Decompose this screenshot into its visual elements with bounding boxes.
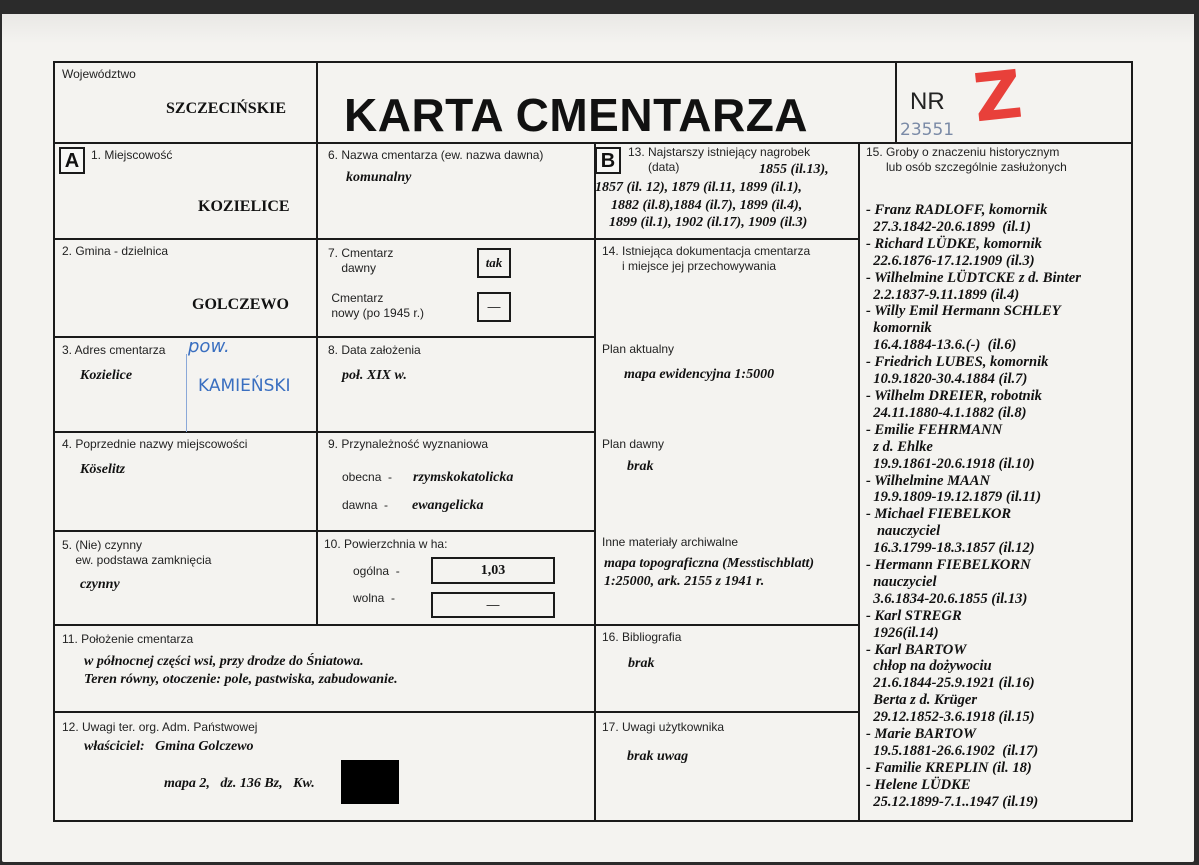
header-divider: [53, 142, 1133, 144]
historic-grave-line: - Emilie FEHRMANN: [866, 421, 1003, 438]
plan-old-label: Plan dawny: [602, 437, 665, 451]
nr-label: NR: [910, 88, 945, 115]
former-names-value: Köselitz: [80, 462, 126, 477]
oldest-grave-line-4: 1899 (il.1), 1902 (il.17), 1909 (il.3): [609, 215, 808, 230]
historic-grave-line: 2.2.1837-9.11.1899 (il.4): [866, 286, 1020, 303]
historic-grave-line: - Wilhelmine LÜDTCKE z d. Binter: [866, 269, 1081, 286]
documentation-label: 14. Istniejąca dokumentacja cmentarza i miejsce jej przechowywania: [602, 244, 811, 273]
area-label: 10. Powierzchnia w ha:: [324, 537, 448, 551]
historic-grave-line: - Karl BARTOW: [866, 641, 967, 658]
historic-grave-line: - Marie BARTOW: [866, 726, 977, 743]
card-title: KARTA CMENTARZA: [344, 89, 809, 141]
area-total-box: [431, 557, 555, 584]
area-free-label: wolna -: [353, 591, 396, 605]
denomination-former-value: ewangelicka: [412, 498, 484, 513]
header-col1: [316, 61, 318, 144]
historic-grave-line: 16.4.1884-13.6.(-) (il.6): [866, 337, 1017, 354]
cemetery-old-box: [477, 248, 511, 278]
area-total-label: ogólna -: [353, 564, 400, 578]
historic-grave-line: 21.6.1844-25.9.1921 (il.16): [866, 675, 1035, 692]
historic-grave-line: 19.9.1809-19.12.1879 (il.11): [866, 489, 1042, 506]
address-value: Kozielice: [80, 368, 133, 383]
admin-notes-line-1: właściciel: Gmina Golczewo: [84, 739, 254, 754]
voivodeship-value: SZCZECIŃSKIE: [166, 100, 287, 117]
nr-handwritten: 23551: [900, 120, 955, 140]
area-free-value: —: [486, 597, 500, 612]
address-divider: [186, 354, 187, 432]
denomination-current-label: obecna -: [342, 470, 393, 484]
col-graves: [858, 142, 860, 822]
locality-label: 1. Miejscowość: [91, 148, 173, 162]
historic-grave-line: 3.6.1834-20.6.1855 (il.13): [866, 590, 1028, 607]
header-col2: [895, 61, 897, 144]
historic-grave-line: - Helene LÜDKE: [866, 776, 971, 793]
oldest-grave-label: 13. Najstarszy istniejący nagrobek (data): [628, 145, 811, 174]
frame-left: [53, 61, 55, 822]
plan-current-label: Plan aktualny: [602, 342, 675, 356]
cemetery-name-label: 6. Nazwa cmentarza (ew. nazwa dawna): [328, 148, 544, 162]
location-line-2: Teren równy, otoczenie: pole, pastwiska, zabudowanie.: [84, 672, 398, 687]
location-label: 11. Położenie cmentarza: [62, 632, 194, 646]
historic-grave-line: - Karl STREGR: [866, 607, 962, 624]
section-b-marker: B: [595, 147, 621, 174]
location-line-1: w północnej części wsi, przy drodze do Śniatowa.: [84, 654, 364, 669]
active-status-value: czynny: [80, 577, 120, 592]
oldest-grave-line-1: 1855 (il.13),: [759, 162, 829, 177]
commune-label: 2. Gmina - dzielnica: [62, 244, 169, 258]
row-2: [53, 336, 596, 338]
area-free-box: [431, 592, 555, 618]
nr-red-mark: Z: [970, 55, 1026, 138]
plan-current-value: mapa ewidencyjna 1:5000: [624, 367, 775, 382]
denomination-former-label: dawna -: [342, 498, 389, 512]
historic-grave-line: z d. Ehlke: [866, 438, 933, 455]
commune-value: GOLCZEWO: [192, 296, 289, 313]
historic-grave-line: 10.9.1820-30.4.1884 (il.7): [866, 371, 1028, 388]
historic-grave-line: 27.3.1842-20.6.1899 (il.1): [866, 218, 1031, 235]
cemetery-record-card: [2, 14, 1194, 862]
voivodeship-label: Województwo: [62, 67, 136, 81]
cemetery-old-label: 7. Cmentarz dawny: [328, 246, 394, 275]
cemetery-name-value: komunalny: [346, 170, 412, 185]
row-b2: [594, 624, 860, 626]
archive-label: Inne materiały archiwalne: [602, 535, 739, 549]
historic-graves-list: [866, 202, 1186, 811]
historic-grave-line: - Michael FIEBELKOR: [866, 506, 1012, 523]
historic-grave-line: - Wilhelmine MAAN: [866, 472, 991, 489]
col-b-left: [594, 142, 596, 822]
user-notes-label: 17. Uwagi użytkownika: [602, 720, 725, 734]
historic-grave-line: - Richard LÜDKE, komornik: [866, 235, 1042, 252]
locality-value: KOZIELICE: [198, 198, 290, 215]
historic-grave-line: nauczyciel: [866, 573, 937, 590]
founded-value: poł. XIX w.: [342, 368, 407, 383]
col-a-b: [316, 142, 318, 625]
bibliography-value: brak: [628, 656, 655, 671]
founded-label: 8. Data założenia: [328, 343, 421, 357]
row-3: [53, 431, 596, 433]
former-names-label: 4. Poprzednie nazwy miejscowości: [62, 437, 248, 451]
row-4: [53, 530, 596, 532]
historic-graves-label: 15. Groby o znaczeniu historycznym lub osób szczególnie zasłużonych: [866, 145, 1067, 174]
historic-grave-line: 29.12.1852-3.6.1918 (il.15): [866, 709, 1035, 726]
address-handwritten-name: KAMIEŃSKI: [198, 376, 291, 396]
historic-grave-line: - Hermann FIEBELKORN: [866, 557, 1031, 574]
frame-bottom: [53, 820, 1133, 822]
historic-grave-line: - Franz RADLOFF, komornik: [866, 202, 1048, 218]
denomination-current-value: rzymskokatolicka: [413, 470, 514, 485]
historic-grave-line: - Wilhelm DREIER, robotnik: [866, 387, 1042, 404]
historic-grave-line: chłop na dożywociu: [866, 658, 992, 675]
historic-grave-line: 19.9.1861-20.6.1918 (il.10): [866, 455, 1035, 472]
row-1: [53, 238, 596, 240]
historic-grave-line: 1926(il.14): [866, 624, 939, 641]
section-a-marker: A: [59, 147, 85, 174]
historic-grave-line: 19.5.1881-26.6.1902 (il.17): [866, 743, 1039, 759]
admin-notes-line-2: mapa 2, dz. 136 Bz, Kw.: [164, 776, 315, 791]
oldest-grave-line-2: 1857 (il. 12), 1879 (il.11, 1899 (il.1),: [595, 180, 802, 195]
cemetery-new-value: —: [487, 299, 501, 314]
cemetery-old-value: tak: [485, 255, 503, 270]
historic-grave-line: - Familie KREPLIN (il. 18): [866, 759, 1032, 776]
admin-notes-label: 12. Uwagi ter. org. Adm. Państwowej: [62, 720, 258, 734]
historic-grave-line: 24.11.1880-4.1.1882 (il.8): [866, 404, 1027, 421]
denomination-label: 9. Przynależność wyznaniowa: [328, 437, 489, 451]
historic-grave-line: - Friedrich LUBES, komornik: [866, 354, 1049, 371]
historic-grave-line: komornik: [866, 320, 932, 337]
cemetery-new-box: [477, 292, 511, 322]
active-status-label: 5. (Nie) czynny ew. podstawa zamknięcia: [62, 538, 212, 567]
address-label: 3. Adres cmentarza: [62, 343, 166, 357]
bibliography-label: 16. Bibliografia: [602, 630, 682, 644]
row-b3: [594, 711, 860, 713]
archive-line-2: 1:25000, ark. 2155 z 1941 r.: [604, 574, 765, 589]
historic-grave-line: 16.3.1799-18.3.1857 (il.12): [866, 540, 1035, 557]
row-5: [53, 624, 596, 626]
area-total-value: 1,03: [480, 563, 506, 578]
cemetery-new-label: Cmentarz nowy (po 1945 r.): [331, 291, 425, 320]
historic-grave-line: nauczyciel: [866, 523, 941, 540]
oldest-grave-line-3: 1882 (il.8),1884 (il.7), 1899 (il.4),: [611, 198, 803, 213]
row-b1: [594, 238, 860, 240]
row-6: [53, 711, 596, 713]
historic-grave-line: - Willy Emil Hermann SCHLEY: [866, 303, 1061, 320]
user-notes-value: brak uwag: [627, 749, 689, 764]
redaction-block: [341, 760, 399, 804]
historic-grave-line: 25.12.1899-7.1..1947 (il.19): [866, 793, 1039, 810]
archive-line-1: mapa topograficzna (Messtischblatt): [604, 556, 815, 571]
historic-grave-line: Berta z d. Krüger: [866, 692, 978, 709]
plan-old-value: brak: [627, 459, 654, 474]
address-handwritten-county: pow.: [188, 336, 230, 357]
historic-grave-line: 22.6.1876-17.12.1909 (il.3): [866, 252, 1035, 269]
